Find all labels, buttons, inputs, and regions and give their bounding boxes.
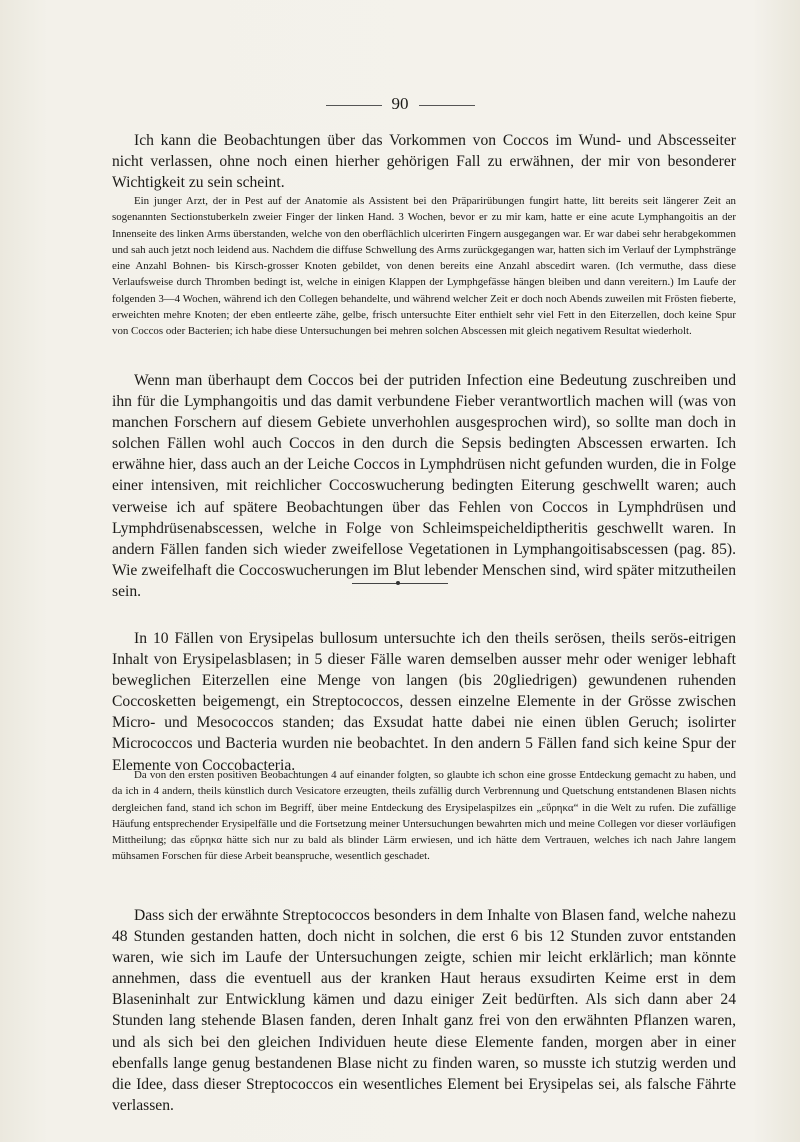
page-header (0, 94, 800, 114)
paragraph-intro: Ich kann die Beobachtungen über das Vorkommen von Coccos im Wund- und Abscesseiter nicht verlassen, ohne noch einen hierher gehörigen Fall zu erwähnen, der mir von besonderer Wichtigkeit zu sein scheint. (112, 132, 736, 192)
footnote-heureka: Da von den ersten positiven Beobachtungen 4 auf einander folgten, so glaubte ich schon eine grosse Entdeckung gemacht zu haben, und da ich in 4 andern, theils künstlich durch Vesicatore erzeugten, theils zufällig durch Verbrennung und Quetschung entstandenen Blasen nichts dergleichen fand, stand ich schon im Begriff, über meine Entdeckung des Erysipelaspilzes ein „εὕρηκα“ in die Welt zu rufen. Die zufällige Häufung entsprechender Erysipelfälle und die Fortsetzung meiner Untersuchungen bewahrten mich und meine Collegen vor dieser vorläufigen Mittheilung; das εὕρηκα hätte sich nur zu bald als blinder Lärm erwiesen, und ich hätte dem Vertrauen, welches ich nach Jahre langem mühsamen Forschen für diese Arbeit beanspruche, wesentlich geschadet. (112, 769, 736, 863)
header-rule-left (326, 105, 382, 106)
divider-dot (396, 581, 400, 585)
page-number: 90 (391, 94, 409, 113)
footnote-case-report: Ein junger Arzt, der in Pest auf der Anatomie als Assistent bei den Präparirübungen fungirt hatte, litt bereits seit längerer Zeit an sogenannten Sectionstuberkeln zweier Finger der linken Hand. 3 Wochen, bevor er zu mir kam, hatte er eine acute Lymphangoitis an der Innenseite des linken Arms überstanden, welche von den oberflächlich ulcerirten Fingern ausgegangen war. Er war dabei sehr herabgekommen und sah auch jetzt noch leidend aus. Nachdem die diffuse Schwellung des Arms zurückgegangen war, hatten sich im Verlauf der Lymphstränge eine Anzahl Bohnen- bis Kirsch-grosser Knoten gebildet, von denen bereits eine Anzahl abscedirt waren. (Ich vermuthe, dass diese Verlaufsweise durch Thromben bedingt ist, welche in einigen Klappen der Lymphgefässe hängen bleiben und dann vereitern.) Im Laufe der folgenden 3—4 Wochen, während ich den Collegen behandelte, und während welcher Zeit er doch noch Abends zuweilen mit Frösten fieberte, erweichten mehre Knoten; der eben entleerte zähe, gelbe, frisch untersuchte Eiter enthielt sehr viel Fett in den Eiterzellen, doch keine Spur von Coccos oder Bacterien; ich habe diese Untersuchungen bei mehren solchen Abscessen mit gleich negativem Resultat wiederholt. (112, 195, 736, 338)
paragraph-erysipelas: In 10 Fällen von Erysipelas bullosum untersuchte ich den theils serösen, theils serös-eitrigen Inhalt von Erysipelasblasen; in 5 dieser Fälle waren demselben ausser mehr oder weniger lebhaft beweglichen Eiterzellen eine Menge von langen (bis 20gliedrigen) gewundenen ruhenden Coccosketten beigemengt, ein Streptococcos, dessen einzelne Elemente in der Grösse zwischen Micro- und Mesococcos standen; das Exsudat hatte dabei nie einen üblen Geruch; isolirter Micrococcos und Bacteria wurden nie beobachtet. In den andern 5 Fällen fand sich keine Spur der Elemente von Coccobacteria. (112, 630, 736, 774)
paragraph-streptococcos: Dass sich der erwähnte Streptococcos besonders in dem Inhalte von Blasen fand, welche nahezu 48 Stunden gestanden hatten, doch nicht in solchen, die erst 6 bis 12 Stunden zuvor entstanden waren, wie sich im Laufe der Untersuchungen zeigte, schien mir leicht erklärlich; man könnte annehmen, dass die eventuell aus der kranken Haut heraus exsudirten Keime erst in dem Blaseninhalt zur Entwicklung kämen und dazu einiger Zeit bedürften. Als sich dann aber 24 Stunden lang stehende Blasen fanden, deren Inhalt ganz frei von den erwähnten Pflanzen waren, und als sich bei den gleichen Individuen heute diese Elemente fanden, morgen aber in einer ebenfalls lange genug bestandenen Blase nicht zu finden waren, so musste ich stutzig werden und die Idee, dass dieser Streptococcos ein wesentliches Element bei Erysipelas sei, als falsche Fährte verlassen. (112, 907, 736, 1114)
header-rule-right (419, 105, 475, 106)
paragraph-lymphangoitis: Wenn man überhaupt dem Coccos bei der putriden Infection eine Bedeutung zuschreiben und ihn für die Lymphangoitis und das damit verbundene Fieber verantwortlich machen will (was von manchen Forschern auf diesem Gebiete unverhohlen ausgesprochen wird), so sollte man doch in solchen Fällen wohl auch Coccos in den durch die Sepsis bedingten Abscessen erwarten. Ich erwähne hier, dass auch an der Leiche Coccos in Lymphdrüsen nicht gefunden wurden, die in Folge einer intensiven, mit reichlicher Coccoswucherung bedingten Eiterung geschwellt waren; auch verweise ich auf spätere Beobachtungen über das Fehlen von Coccos in Lymphdrüsen und Lymphdrüsenabscessen, welche in Folge von Schleimspeicheldiptheritis geschwellt waren. In andern Fällen fanden sich wieder zweifellose Vegetationen in Lymphangoitisabscessen (pag. 85). Wie zweifelhaft die Coccoswucherungen im Blut lebender Menschen sind, wird später mitzutheilen sein. (112, 372, 736, 600)
section-divider (352, 583, 448, 584)
